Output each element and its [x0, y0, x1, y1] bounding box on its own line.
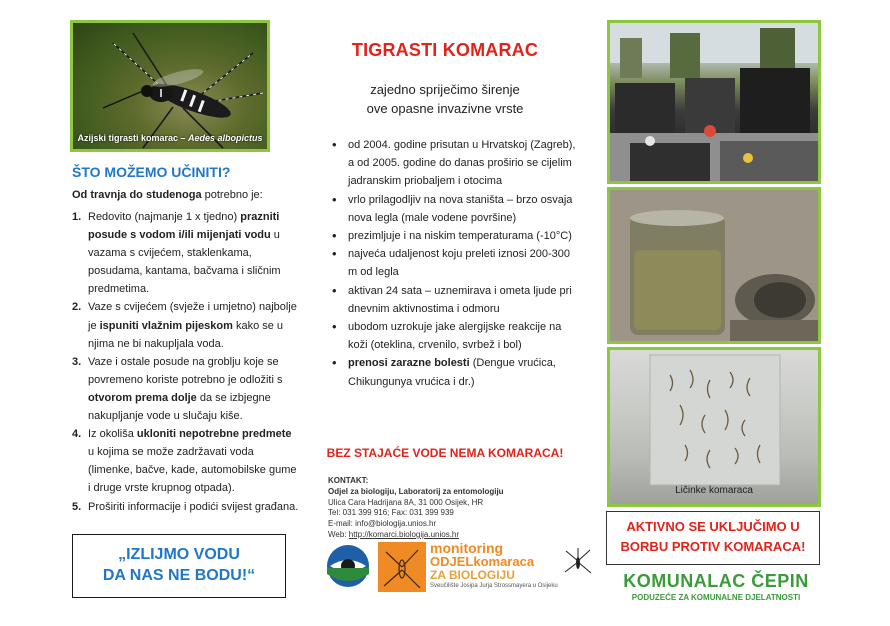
fact-item: • prezimljuje i na niskim temperaturama (-10°C) — [330, 227, 580, 245]
action-steps-list — [72, 208, 300, 516]
water-container-photo — [607, 187, 821, 344]
subtitle-line-2: ove opasne invazivne vrste — [366, 101, 524, 116]
fact-item: • prenosi zarazne bolesti (Dengue vrućica, Chikungunya vrućica i dr.) — [330, 354, 580, 390]
larvae-illustration — [610, 350, 821, 507]
mosquito-logo-icon — [378, 542, 426, 592]
fact-item: • aktivan 24 sata – uznemirava i ometa ljude pri dnevnim aktivnostima i odmoru — [330, 282, 580, 318]
container-illustration — [610, 190, 821, 344]
action-step: 1. Redovito (najmanje 1 x tjedno) prazniti posude s vodom i/ili mijenjati vodu u vazama s cvijećem, staklenkama, posudama, kantama, bačvama i sličnim predmetima. — [72, 211, 281, 296]
biology-department-logo — [326, 544, 370, 588]
fact-item: • od 2004. godine prisutan u Hrvatskoj (Zagreb), a od 2005. godine do danas proširio se cijelim jadranskim priobaljem i otocima — [330, 136, 580, 191]
larvae-photo — [607, 347, 821, 507]
larvae-caption: Ličinke komaraca — [675, 485, 753, 496]
mosquito-caption: Azijski tigrasti komarac – Aedes albopictus — [77, 133, 263, 143]
fact-item: • vrlo prilagodljiv na nova staništa – brzo osvaja nova legla (male vodene površine) — [330, 191, 580, 227]
komunalac-name: KOMUNALAC ČEPIN — [623, 571, 809, 591]
slogan-line-1: „IZLIJMO VODU — [118, 546, 240, 563]
cemetery-illustration — [610, 23, 821, 184]
monitoring-text: monitoring — [430, 540, 504, 556]
contact-org: Odjel za biologiju, Laboratorij za entomologiju — [328, 486, 504, 496]
web-link[interactable]: http://komarci.biologija.unios.hr — [348, 529, 460, 539]
engage-line-2: BORBU PROTIV KOMARACA! — [620, 539, 806, 554]
what-can-we-do-heading: ŠTO MOŽEMO UČINITI? — [72, 164, 231, 180]
facts-list — [330, 136, 580, 391]
action-step: 3. Vaze i ostale posude na groblju koje se povremeno koriste potrebno je odložiti s otvorom prema dolje da se izbjegne nakupljanje vode u slučaju kiše. — [72, 355, 283, 423]
fact-item: • ubodom uzrokuje jake alergijske reakcije na koži (oteklina, crvenilo, svrbež i bol) — [330, 318, 580, 354]
contact-web: Web: http://komarci.biologija.unios.hr — [328, 529, 460, 539]
contact-label: KONTAKT: — [328, 476, 369, 485]
contact-block — [328, 476, 504, 541]
university-text: Sveučilište Josipa Jurja Strossmayera u Osijeku — [430, 583, 558, 589]
subtitle-line-1: zajedno spriječimo širenje — [370, 82, 520, 97]
contact-address: Ulica Cara Hadrijana 8A, 31 000 Osijek, HR — [328, 497, 484, 507]
komunalac-cepin-logo — [606, 571, 826, 602]
action-step: 4. Iz okoliša ukloniti nepotrebne predmete u kojima se može zadržavati voda (limenke, bačve, kade, automobilske gume i druge vrste krupnog otpada). — [72, 428, 297, 495]
odjel-komaraca-text: ODJELkomaraca — [430, 554, 535, 569]
contact-email: E-mail: info@biologija.unios.hr — [328, 519, 437, 529]
engage-line-1: AKTIVNO SE UKLJUČIMO U — [626, 519, 800, 534]
slogan-box — [72, 534, 286, 598]
monitoring-logo-box — [378, 542, 426, 592]
period-intro: Od travnja do studenoga potrebno je: — [72, 189, 263, 201]
cemetery-photo — [607, 20, 821, 184]
contact-phone: Tel: 031 399 916; Fax: 031 399 939 — [328, 508, 454, 518]
action-step: 2. Vaze s cvijećem (svježe i umjetno) najbolje je ispuniti vlažnim pijeskom kako se u njima ne bi nakupljala voda. — [72, 301, 297, 350]
komunalac-subtitle: PODUZEĆE ZA KOMUNALNE DJELATNOSTI — [631, 593, 801, 602]
subtitle — [300, 80, 590, 118]
za-biologiju-text: ZA BIOLOGIJU — [430, 568, 515, 582]
engage-box — [606, 511, 820, 565]
fact-item: • najveća udaljenost koju preleti iznosi 200-300 m od legla — [330, 245, 580, 281]
mosquito-icon — [563, 546, 593, 576]
action-step: 5. Proširiti informacije i podići svijest građana. — [72, 500, 299, 513]
page-title: TIGRASTI KOMARAC — [351, 40, 539, 60]
no-water-slogan: BEZ STAJAĆE VODE NEMA KOMARACA! — [326, 446, 564, 460]
monitoring-komaraca-logo — [378, 542, 558, 594]
slogan-line-2: DA NAS NE BODU!“ — [102, 567, 256, 584]
mosquito-photo — [70, 20, 270, 152]
